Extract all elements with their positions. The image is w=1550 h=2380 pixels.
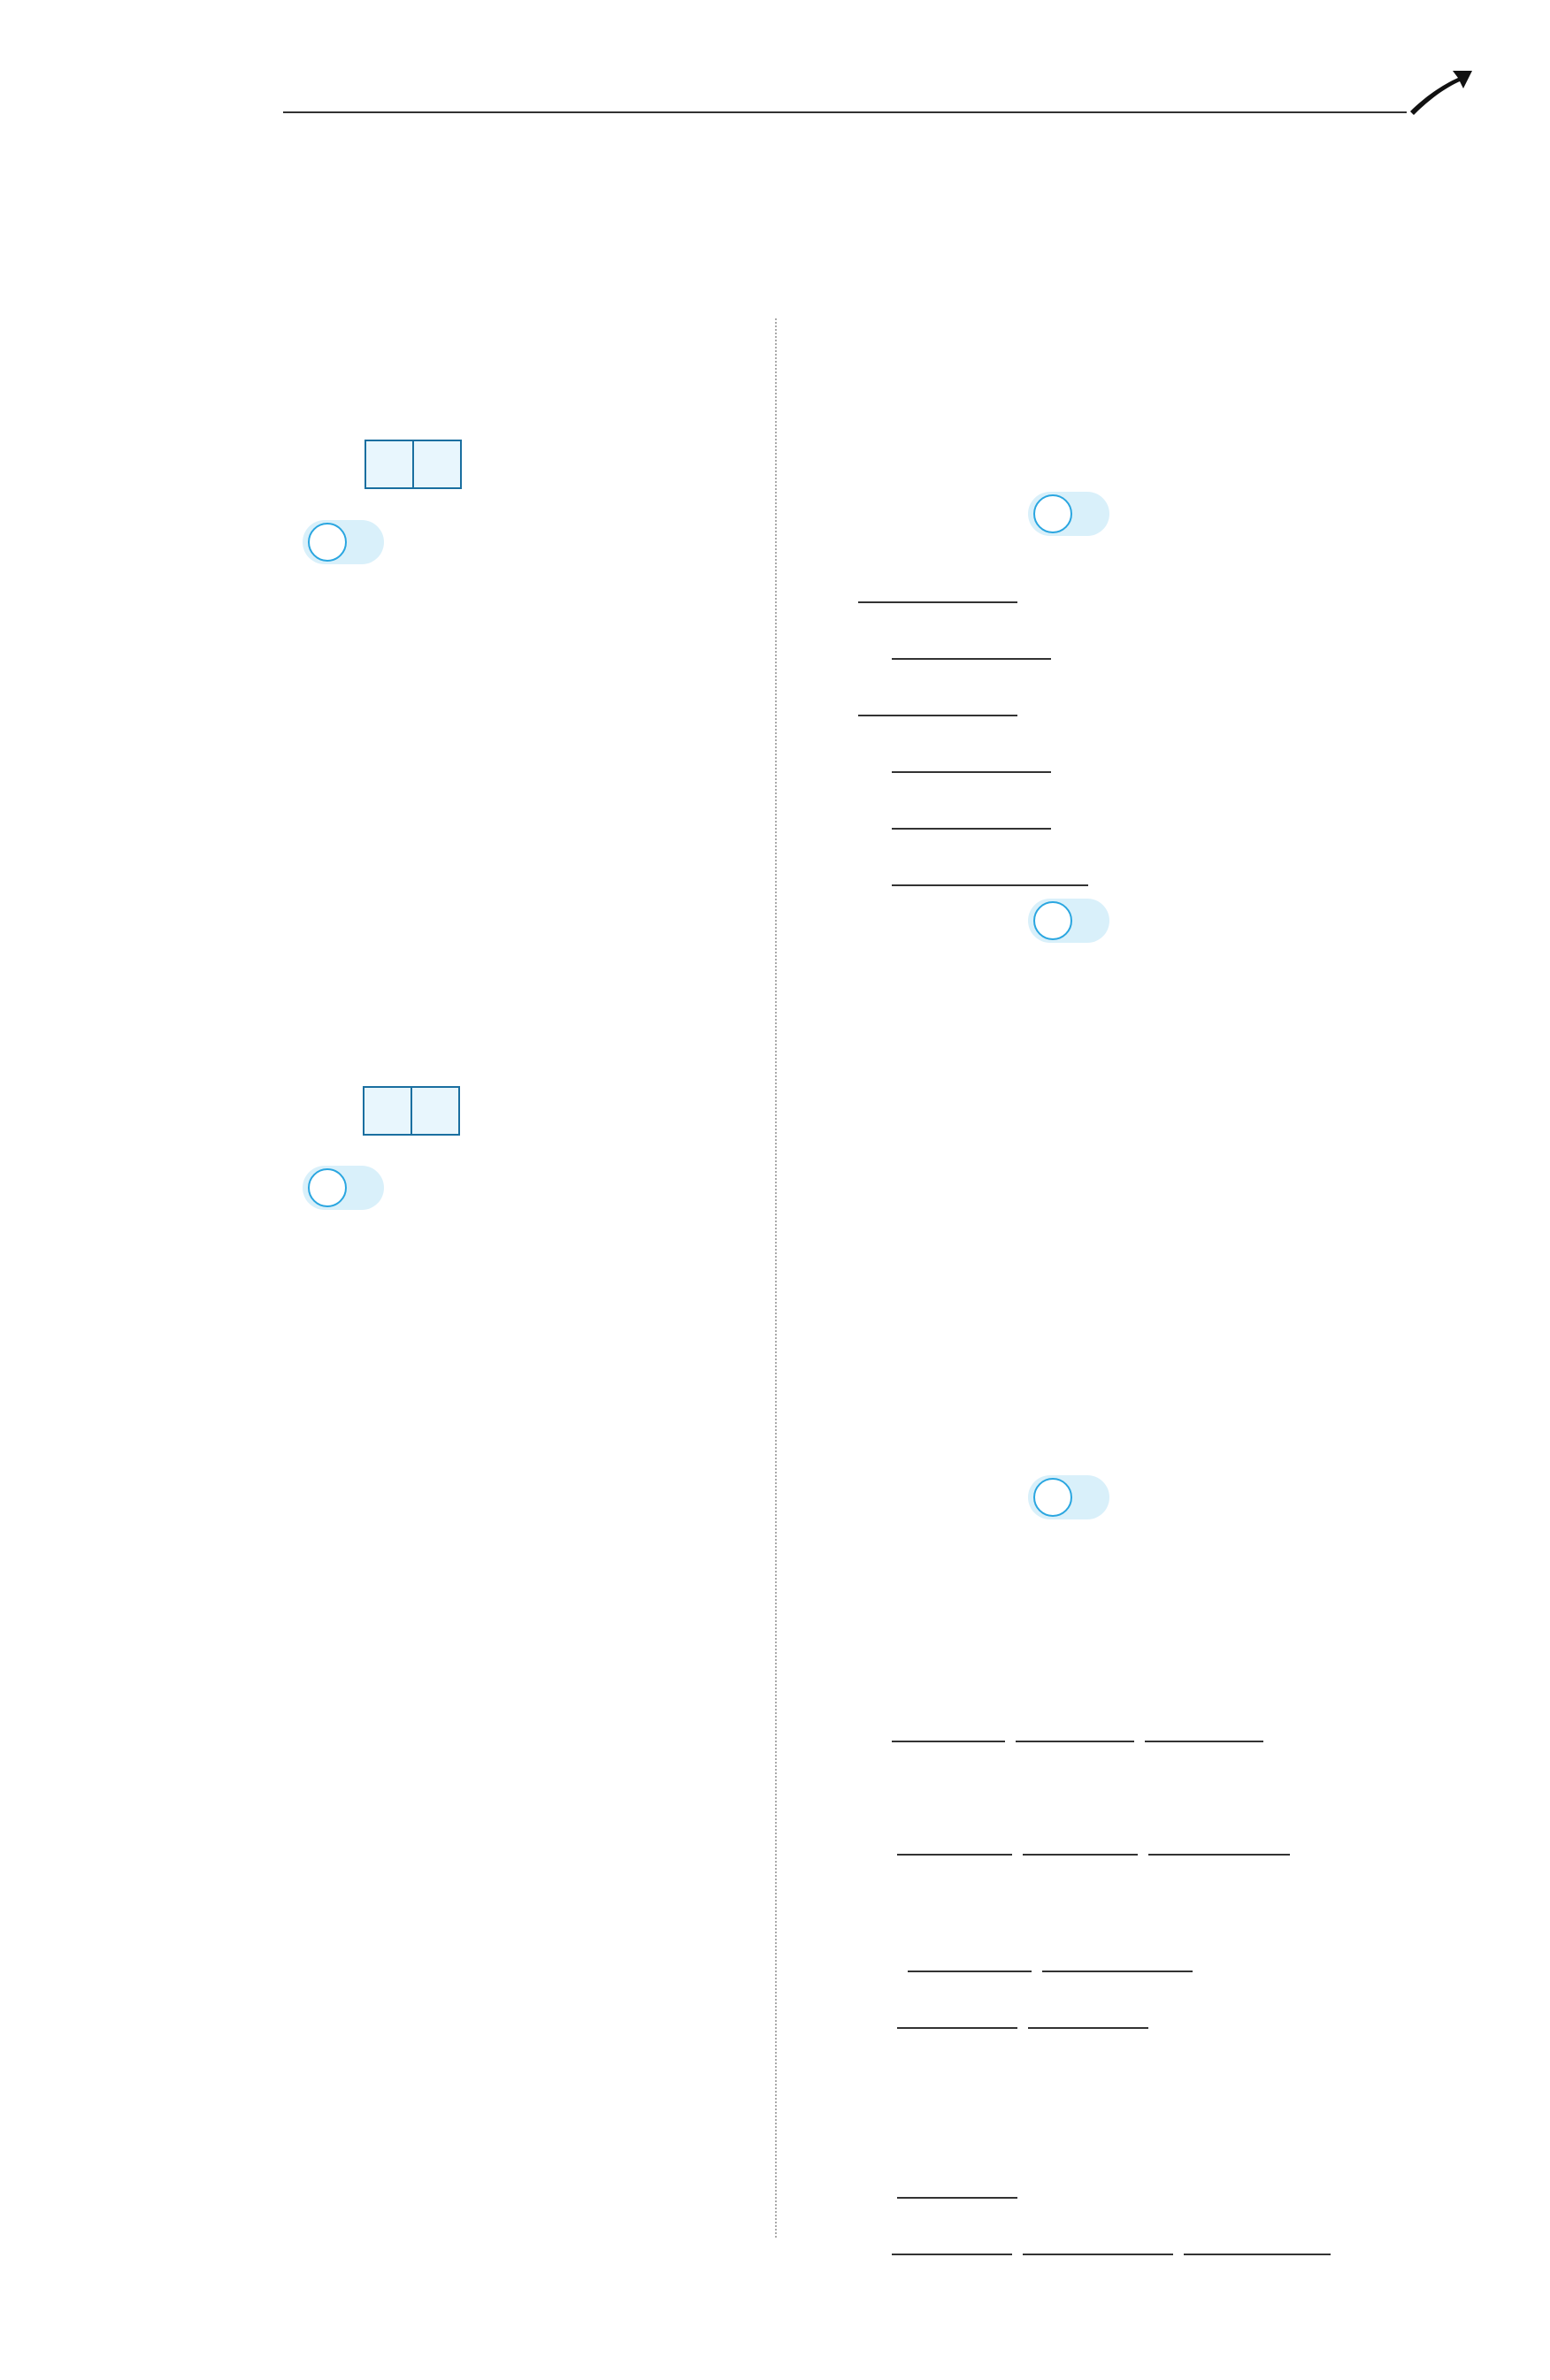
pill-key-words-middle	[303, 1166, 384, 1210]
answer-blank[interactable]	[1184, 2209, 1331, 2255]
label-char	[364, 440, 414, 489]
answer-blank[interactable]	[908, 1926, 1032, 1972]
answer-blank[interactable]	[892, 831, 1088, 886]
sentence-1-blanks	[886, 1696, 1269, 1759]
pill-classic-sentences	[1028, 1475, 1109, 1519]
word-form-riding	[856, 605, 1476, 658]
answer-blank[interactable]	[1145, 1696, 1263, 1742]
answer-blank[interactable]	[897, 1983, 1017, 2029]
answer-blank[interactable]	[892, 775, 1051, 830]
answer-blank[interactable]	[1023, 2209, 1173, 2255]
unit-heading	[0, 182, 1550, 249]
label-char	[411, 1086, 460, 1136]
label-char	[412, 440, 462, 489]
pill-arrow-icon	[1033, 1478, 1072, 1517]
answer-blank[interactable]	[1028, 1983, 1148, 2029]
label-char	[363, 1086, 412, 1136]
sentence-1-en-reply	[892, 1810, 1295, 1872]
column-divider	[775, 318, 777, 2238]
answer-blank[interactable]	[858, 662, 1017, 716]
answer-blank[interactable]	[897, 1810, 1012, 1856]
answer-blank[interactable]	[1148, 1810, 1290, 1856]
word-form-skate	[812, 662, 1485, 715]
pill-key-phrases	[1028, 899, 1109, 943]
header-rule	[283, 111, 1407, 113]
answer-blank[interactable]	[892, 1696, 1005, 1742]
sentence-2-en	[892, 1926, 1209, 1989]
pill-arrow-icon	[1033, 901, 1072, 940]
middle-school-label	[363, 1086, 458, 1136]
word-form-skateboard	[856, 775, 1476, 828]
answer-blank[interactable]	[1042, 1926, 1193, 1972]
word-form-ride	[812, 548, 1485, 601]
answer-blank[interactable]	[1016, 1696, 1134, 1742]
sentence-2-en-reply-cont	[886, 2209, 1336, 2272]
sentence-2-en-reply	[892, 2153, 1023, 2215]
pill-arrow-icon	[308, 523, 347, 562]
answer-blank[interactable]	[892, 605, 1051, 660]
pill-arrow-icon	[308, 1168, 347, 1207]
sentence-2-en-cont	[892, 1983, 1154, 2046]
answer-blank[interactable]	[858, 548, 1017, 603]
pill-key-words	[303, 520, 384, 564]
arrow-logo-icon	[1407, 62, 1474, 119]
pill-arrow-icon	[1033, 494, 1072, 533]
primary-school-label	[364, 440, 460, 489]
answer-blank[interactable]	[1023, 1810, 1138, 1856]
answer-blank[interactable]	[892, 2209, 1012, 2255]
pill-word-forms	[1028, 492, 1109, 536]
answer-blank[interactable]	[892, 718, 1051, 773]
word-form-skateboarding	[856, 831, 1476, 884]
word-form-skating	[856, 718, 1476, 771]
answer-blank[interactable]	[897, 2153, 1017, 2199]
page-header	[92, 62, 1472, 124]
